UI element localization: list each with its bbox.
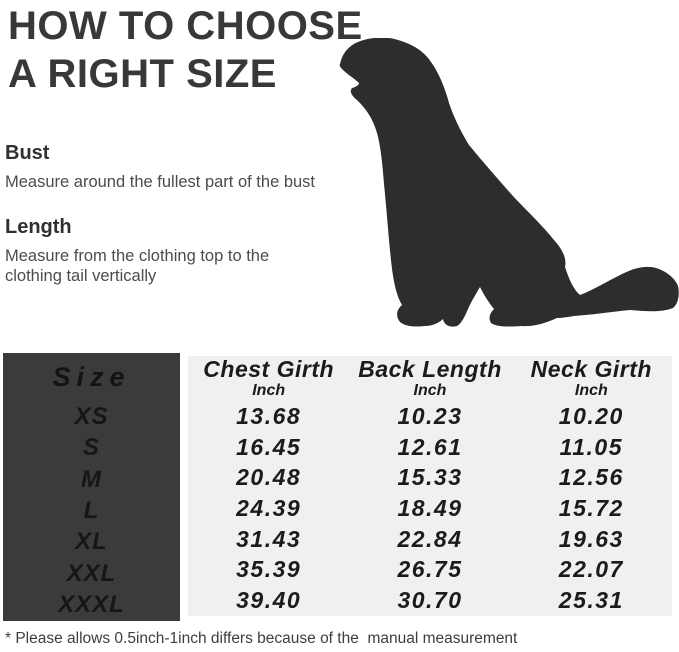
measurement-value: 10.20 [558, 402, 624, 429]
length-text: Measure from the clothing top to the clothing tail vertically [5, 247, 270, 285]
measurement-value: 12.56 [558, 464, 624, 491]
column-header-chest-girth [188, 356, 349, 401]
size-column-header: Size [52, 361, 131, 392]
measurement-value: 22.07 [558, 556, 624, 583]
measurement-value: 31.43 [236, 525, 302, 552]
size-column [3, 353, 180, 621]
measurement-disclaimer: * Please allows 0.5inch-1inch differs because of the manual measurement [5, 630, 518, 647]
values-grid [188, 356, 672, 616]
measurement-value: 26.75 [397, 556, 463, 583]
measurement-value: 16.45 [236, 433, 302, 460]
bust-heading: Bust [5, 142, 50, 164]
measurement-value: 13.68 [236, 402, 302, 429]
measurement-value: 18.49 [397, 494, 463, 521]
size-label: XXXL [58, 591, 125, 619]
column-unit: Inch [252, 382, 286, 399]
column-name: Chest Girth [203, 356, 335, 382]
measurement-value: 30.70 [397, 587, 463, 614]
size-label: L [83, 496, 100, 524]
measurement-value: 10.23 [397, 402, 463, 429]
column-name: Back Length [358, 356, 502, 382]
column-unit: Inch [574, 382, 608, 399]
measurement-value: 11.05 [559, 433, 623, 460]
measurement-value: 24.39 [236, 494, 302, 521]
size-label: M [81, 465, 102, 493]
measurement-value: 15.33 [397, 464, 463, 491]
sitting-dog-icon [338, 38, 679, 333]
column-header-neck-girth [511, 356, 672, 401]
measurement-value: 22.84 [397, 525, 463, 552]
size-label: S [82, 434, 100, 462]
column-name: Neck Girth [530, 356, 652, 382]
measurement-value: 20.48 [236, 464, 302, 491]
page-title-line2: A RIGHT SIZE [8, 52, 277, 96]
column-unit: Inch [413, 382, 447, 399]
size-label: XXL [66, 559, 117, 587]
size-label: XS [74, 402, 109, 430]
measurement-value: 39.40 [236, 587, 302, 614]
measurement-value: 35.39 [236, 556, 302, 583]
measurement-value: 12.61 [397, 433, 463, 460]
size-label: XL [75, 528, 108, 556]
length-heading: Length [5, 216, 72, 238]
column-header-back-length [349, 356, 510, 401]
measurement-value: 15.72 [558, 494, 624, 521]
bust-text: Measure around the fullest part of the bust [5, 173, 316, 191]
measurement-value: 19.63 [558, 525, 624, 552]
page-title [8, 2, 363, 98]
page-title-line1: HOW TO CHOOSE [8, 4, 363, 48]
measurement-value: 25.31 [558, 587, 624, 614]
